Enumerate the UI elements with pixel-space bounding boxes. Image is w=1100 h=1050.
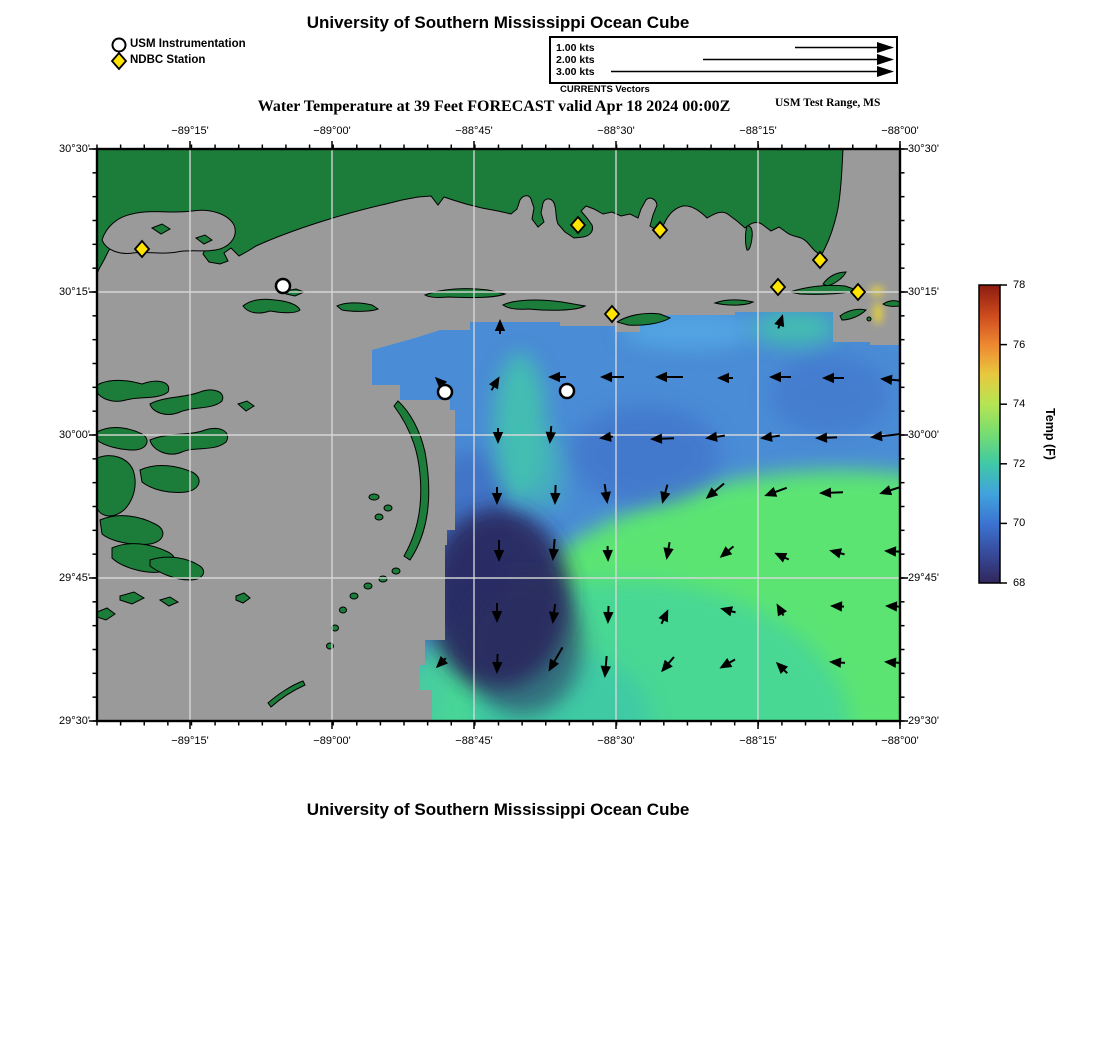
page-title: University of Southern Mississippi Ocean Cube <box>306 13 690 32</box>
y-tick-label: 30°15' <box>908 286 939 298</box>
colorbar-tick-label: 72 <box>1013 457 1026 470</box>
y-tick-label: 30°00' <box>59 429 90 441</box>
x-tick-label: −88°15' <box>739 125 777 137</box>
colorbar-label: Temp (F) <box>1043 408 1057 460</box>
warm-smudge <box>873 302 883 324</box>
x-tick-label: −88°15' <box>739 735 777 747</box>
map-subtitle: Water Temperature at 39 Feet FORECAST valid Apr 18 2024 00:00Z <box>257 98 731 115</box>
colorbar-tick-label: 78 <box>1013 279 1026 291</box>
y-tick-label: 29°45' <box>908 572 939 584</box>
usm-station-marker <box>438 385 452 399</box>
y-tick-label: 29°30' <box>908 715 939 727</box>
usm-marker-icon <box>113 39 126 52</box>
x-tick-label: −88°00' <box>881 735 919 747</box>
x-tick-label: −88°45' <box>455 735 493 747</box>
x-tick-label: −89°00' <box>313 125 351 137</box>
x-tick-label: −88°30' <box>597 125 635 137</box>
y-tick-label: 30°30' <box>59 143 90 155</box>
x-tick-label: −89°00' <box>313 735 351 747</box>
footer-title: University of Southern Mississippi Ocean Cube <box>306 800 690 819</box>
legend-ndbc-label: NDBC Station <box>130 54 206 66</box>
x-tick-label: −88°30' <box>597 735 635 747</box>
x-tick-label: −89°15' <box>171 125 209 137</box>
x-tick-label: −88°45' <box>455 125 493 137</box>
map-interior <box>97 149 1100 1030</box>
warm-smudge <box>870 286 884 296</box>
y-tick-label: 29°45' <box>59 572 90 584</box>
ndbc-marker-icon <box>112 53 126 69</box>
colorbar-tick-label: 74 <box>1013 398 1026 411</box>
scalebar-caption: CURRENTS Vectors <box>560 84 650 95</box>
y-tick-label: 30°15' <box>59 286 90 298</box>
colorbar-tick-label: 76 <box>1013 338 1026 351</box>
x-tick-label: −88°00' <box>881 125 919 137</box>
usm-station-marker <box>276 279 290 293</box>
x-tick-label: −89°15' <box>171 735 209 747</box>
legend-usm-label: USM Instrumentation <box>130 38 246 50</box>
currents-scalebar <box>550 37 897 83</box>
y-tick-label: 29°30' <box>59 715 90 727</box>
subtitle-annotation: USM Test Range, MS <box>775 97 881 109</box>
colorbar-tick-label: 70 <box>1013 517 1026 530</box>
scalebar-speed-label: 1.00 kts <box>556 41 595 54</box>
scalebar-speed-label: 3.00 kts <box>556 65 595 78</box>
y-tick-label: 30°00' <box>908 429 939 441</box>
scalebar-speed-label: 2.00 kts <box>556 53 595 66</box>
colorbar-tick-label: 68 <box>1013 577 1026 589</box>
y-tick-label: 30°30' <box>908 143 939 155</box>
colorbar <box>979 285 1057 583</box>
usm-station-marker <box>560 384 574 398</box>
